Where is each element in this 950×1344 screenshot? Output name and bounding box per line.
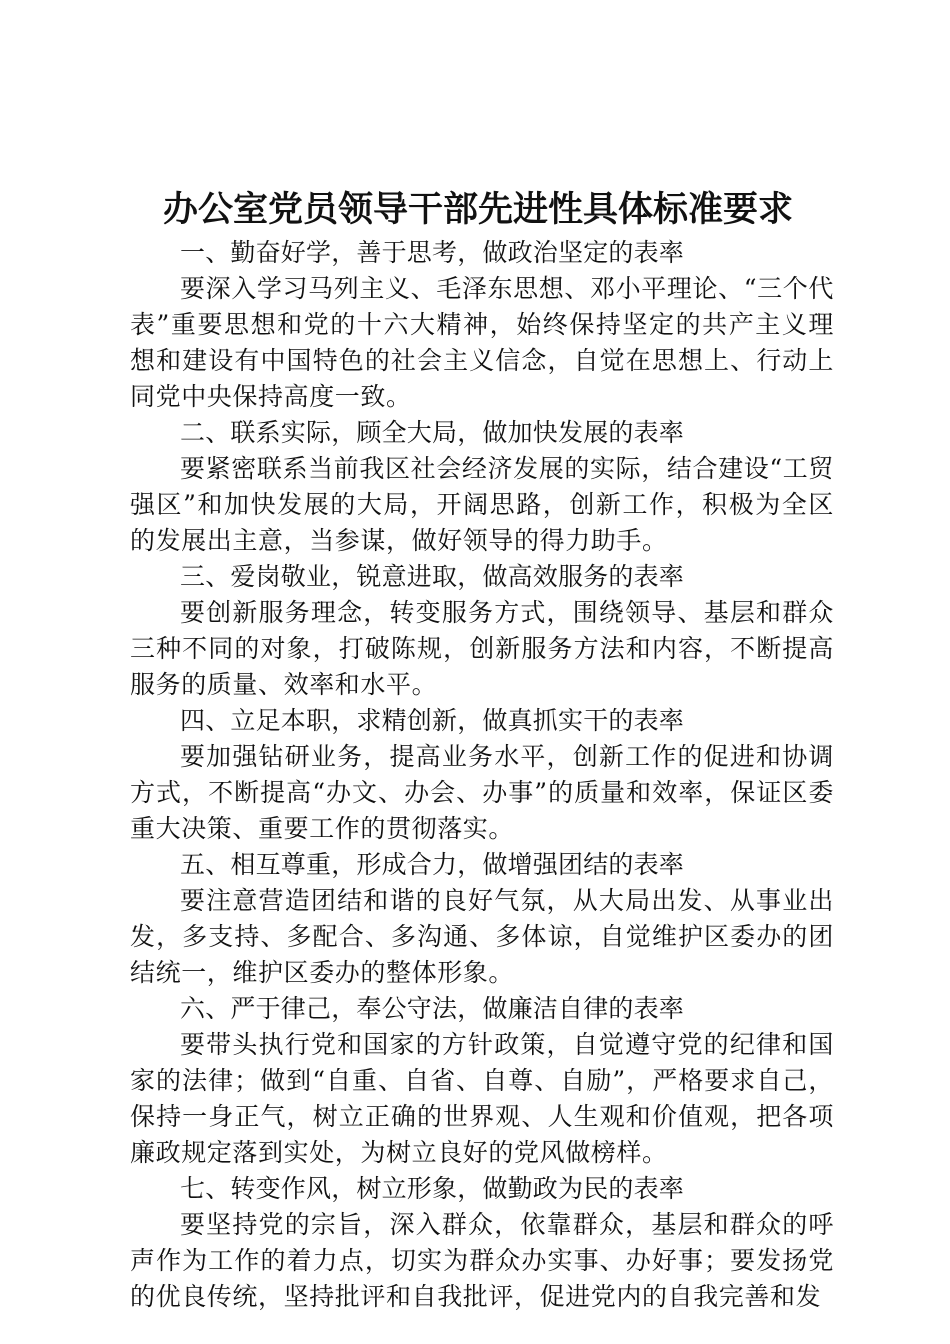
section-heading: 五、相互尊重，形成合力，做增强团结的表率	[180, 850, 685, 879]
section-heading: 六、严于律己，奉公守法，做廉洁自律的表率	[180, 994, 685, 1023]
section-body: 要深入学习马列主义、毛泽东思想、邓小平理论、“三个代表”重要思想和党的十六大精神，始终保持坚定的共产主义理想和建设有中国特色的社会主义信念，自觉在思想上、行动上同党中央保持高度一致。	[130, 274, 834, 411]
section-2	[130, 415, 834, 559]
document-page	[130, 185, 834, 1315]
section-heading: 三、爱岗敬业，锐意进取，做高效服务的表率	[180, 562, 685, 591]
section-5	[130, 847, 834, 991]
section-body: 要紧密联系当前我区社会经济发展的实际，结合建设“工贸强区”和加快发展的大局，开阔思路，创新工作，积极为全区的发展出主意，当参谋，做好领导的得力助手。	[130, 454, 834, 555]
section-3	[130, 559, 834, 703]
section-1	[130, 235, 834, 415]
section-4	[130, 703, 834, 847]
section-heading: 二、联系实际，顾全大局，做加快发展的表率	[180, 418, 685, 447]
section-heading: 一、勤奋好学，善于思考，做政治坚定的表率	[180, 238, 685, 267]
section-6	[130, 991, 834, 1171]
section-body: 要带头执行党和国家的方针政策，自觉遵守党的纪律和国家的法律；做到“自重、自省、自尊、自励”，严格要求自己，保持一身正气，树立正确的世界观、人生观和价值观，把各项廉政规定落到实处，为树立良好的党风做榜样。	[130, 1030, 834, 1167]
document-title: 办公室党员领导干部先进性具体标准要求	[162, 190, 793, 230]
section-body: 要坚持党的宗旨，深入群众，依靠群众，基层和群众的呼声作为工作的着力点，切实为群众办实事、办好事；要发扬党的优良传统，坚持批评和自我批评，促进党内的自我完善和发	[130, 1210, 834, 1311]
section-heading: 七、转变作风，树立形象，做勤政为民的表率	[180, 1174, 685, 1203]
section-heading: 四、立足本职，求精创新，做真抓实干的表率	[180, 706, 685, 735]
section-body: 要加强钻研业务，提高业务水平，创新工作的促进和协调方式，不断提高“办文、办会、办事”的质量和效率，保证区委重大决策、重要工作的贯彻落实。	[130, 742, 834, 843]
section-body: 要注意营造团结和谐的良好气氛，从大局出发、从事业出发，多支持、多配合、多沟通、多体谅，自觉维护区委办的团结统一，维护区委办的整体形象。	[130, 886, 834, 987]
section-body: 要创新服务理念，转变服务方式，围绕领导、基层和群众三种不同的对象，打破陈规，创新服务方法和内容，不断提高服务的质量、效率和水平。	[130, 598, 834, 699]
section-7	[130, 1171, 834, 1315]
